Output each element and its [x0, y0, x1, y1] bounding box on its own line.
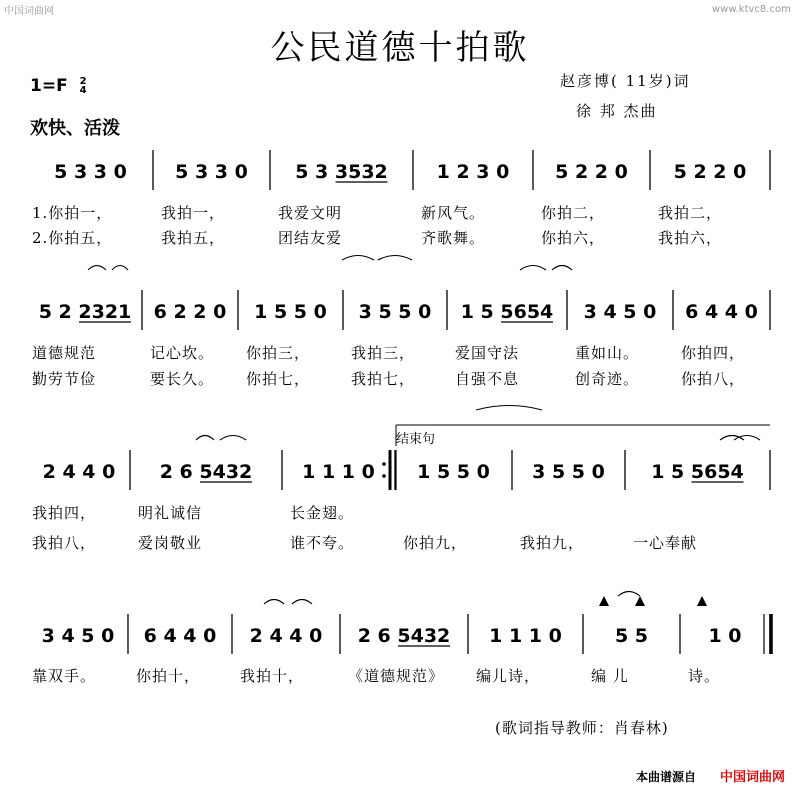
slur-arc [88, 266, 106, 271]
measure-notes: 3 4 5 0 [41, 625, 115, 647]
teacher-credit: (歌词指导教师：肖春林) [495, 719, 669, 737]
watermark-right: www.ktvc8.com [712, 4, 791, 15]
measure-notes: 5 2 2 0 [555, 161, 628, 183]
measure-notes: 5 2 2321 [38, 301, 132, 323]
lyric-syllables: 你拍七， [246, 370, 311, 388]
measure-notes: 3 5 5 0 [358, 301, 432, 323]
lyric-syllables: 新风气。 [421, 204, 486, 222]
accent-marker [599, 596, 609, 606]
repeat-dot [382, 474, 386, 478]
lyricist-credit: 赵彦博( 11岁)词 [560, 72, 691, 90]
lyric-syllables: 长金翅。 [290, 504, 355, 522]
repeat-dot [382, 462, 386, 466]
lyric-syllables: 记心坎。 [150, 344, 215, 362]
source-site: 中国词曲网 [720, 770, 786, 785]
slur-arc [520, 266, 546, 271]
slur-arc [342, 256, 374, 261]
lyric-syllables: 谁不夸。 [290, 534, 355, 552]
lyric-syllables: 我拍八， [32, 534, 97, 552]
slur-arc [264, 600, 284, 605]
lyric-syllables: 1.你拍一， [32, 204, 113, 222]
lyric-syllables: 齐歌舞。 [421, 229, 486, 247]
lyric-syllables: 你拍九， [403, 534, 468, 552]
lyric-syllables: 《道德规范》 [348, 667, 445, 685]
time-sig-top: 2 [79, 76, 87, 87]
time-sig-bottom: 4 [79, 85, 87, 96]
measure-notes: 1 5 5654 [651, 461, 744, 483]
slur-arc [292, 600, 312, 605]
watermark-left: 中国词曲网 [4, 6, 54, 17]
lyric-syllables: 团结友爱 [278, 229, 343, 247]
measure-notes: 1 5 5 0 [254, 301, 327, 323]
lyric-syllables: 你拍八， [681, 370, 746, 388]
measure-notes: 1 5 5654 [460, 301, 554, 323]
slur-arc [220, 436, 246, 441]
lyric-syllables: 靠双手。 [32, 667, 97, 685]
measure-notes: 6 4 4 0 [143, 625, 217, 647]
slur-arc [476, 406, 542, 411]
lyric-syllables: 我拍三， [351, 344, 416, 362]
measure-notes: 3 4 5 0 [583, 301, 657, 323]
lyric-syllables: 我拍七， [351, 370, 416, 388]
lyric-syllables: 你拍三， [246, 344, 311, 362]
lyric-syllables: 一心奉献 [633, 534, 698, 552]
accent-marker [635, 596, 645, 606]
key-text: 1=F [30, 76, 68, 96]
measure-notes: 2 6 5432 [357, 625, 451, 647]
measure-notes: 3 5 5 0 [532, 461, 605, 483]
lyric-syllables: 爱岗敬业 [138, 534, 203, 552]
slur-arc [112, 266, 128, 271]
measure-notes: 2 6 5432 [159, 461, 253, 483]
measure-notes: 5 3 3532 [295, 161, 388, 183]
measure-notes: 1 1 1 0 [302, 461, 375, 483]
lyric-syllables: 我拍六， [658, 229, 723, 247]
measure-notes: 2 4 4 0 [42, 461, 116, 483]
lyric-syllables: 自强不息 [455, 370, 520, 388]
lyric-syllables: 我拍五， [161, 229, 226, 247]
accent-marker [697, 596, 707, 606]
composer-credit: 徐 邦 杰曲 [576, 102, 658, 120]
lyric-syllables: 我拍九， [520, 534, 585, 552]
measure-notes: 1 2 3 0 [436, 161, 510, 183]
slur-arc [378, 256, 412, 261]
measure-notes: 1 1 1 0 [489, 625, 562, 647]
measure-notes: 5 3 3 0 [54, 161, 127, 183]
lyric-syllables: 你拍十， [136, 667, 201, 685]
measure-notes: 2 4 4 0 [249, 625, 323, 647]
lyric-syllables: 道德规范 [32, 344, 97, 362]
lyric-syllables: 2.你拍五， [32, 229, 113, 247]
lyric-syllables: 我拍十， [240, 667, 305, 685]
measure-notes: 5 3 3 0 [175, 161, 248, 183]
lyric-syllables: 诗。 [688, 667, 721, 685]
source-label: 本曲谱源自 [636, 770, 697, 784]
measure-notes: 6 2 2 0 [153, 301, 227, 323]
measure-notes: 5 2 2 0 [673, 161, 747, 183]
lyric-syllables: 我拍二， [658, 204, 723, 222]
slur-arc [196, 436, 214, 441]
measure-notes: 1 0 [708, 625, 742, 647]
measure-notes: 6 4 4 0 [685, 301, 758, 323]
lyric-syllables: 明礼诚信 [138, 504, 203, 522]
lyric-syllables: 勤劳节俭 [32, 370, 97, 388]
lyric-syllables: 重如山。 [575, 344, 640, 362]
lyric-syllables: 你拍二， [541, 204, 606, 222]
lyric-syllables: 创奇迹。 [575, 370, 640, 388]
lyric-syllables: 我爱文明 [278, 204, 343, 222]
lyric-syllables: 爱国守法 [455, 344, 520, 362]
lyric-syllables: 编 儿 [591, 667, 629, 685]
measure-notes: 1 5 5 0 [417, 461, 490, 483]
slur-arc [618, 592, 640, 597]
lyric-syllables: 要长久。 [150, 370, 215, 388]
tempo-marking: 欢快、活泼 [30, 118, 120, 139]
slur-arc [552, 266, 572, 271]
lyric-syllables: 你拍四， [681, 344, 746, 362]
lyric-syllables: 我拍一， [161, 204, 226, 222]
lyric-syllables: 编儿诗， [476, 667, 541, 685]
measure-notes: 5 5 [614, 625, 649, 647]
ending-label: 结束句 [396, 432, 436, 447]
lyric-syllables: 我拍四， [32, 504, 97, 522]
lyric-syllables: 你拍六， [541, 229, 606, 247]
song-title: 公民道德十拍歌 [270, 28, 530, 68]
